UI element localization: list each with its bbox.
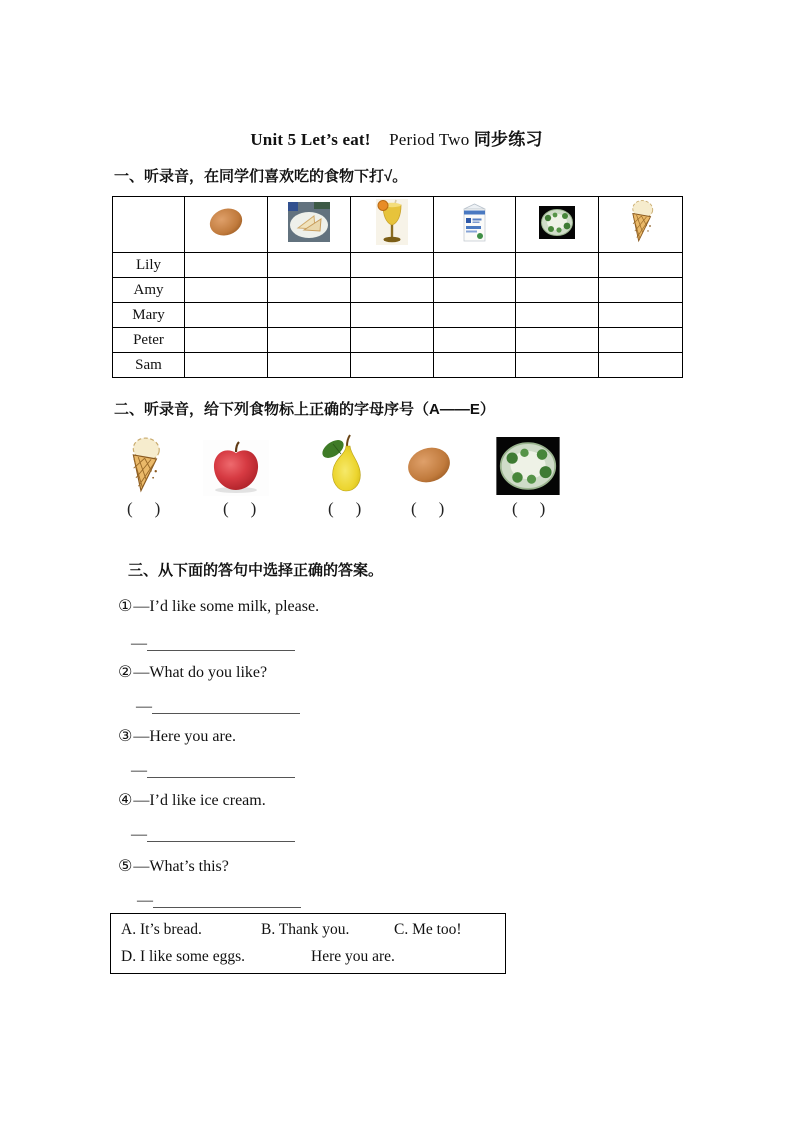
check-cell[interactable]: [351, 353, 434, 378]
check-cell[interactable]: [434, 303, 516, 328]
letter-blank[interactable]: ( ): [328, 499, 362, 518]
table-row: [113, 278, 683, 303]
food-image-ice-cream: [124, 436, 164, 496]
ice-cream-icon: [628, 199, 654, 245]
corner-cell: [113, 197, 185, 253]
food-header-milk: [434, 197, 516, 253]
option-d: D. I like some eggs.: [121, 948, 245, 965]
question-4: [118, 790, 266, 810]
egg-icon: [206, 205, 246, 239]
question-text: —What do you like?: [133, 664, 268, 681]
section3-heading: 三、从下面的答句中选择正确的答案。: [128, 562, 384, 579]
check-cell[interactable]: [351, 303, 434, 328]
question-text: —I’d like ice cream.: [133, 792, 266, 809]
vegetables-icon: [494, 437, 562, 495]
table-row: [113, 253, 683, 278]
check-cell[interactable]: [516, 253, 599, 278]
milk-icon: [461, 201, 488, 243]
check-cell[interactable]: [434, 353, 516, 378]
check-cell[interactable]: [599, 278, 683, 303]
check-cell[interactable]: [268, 278, 351, 303]
student-name-cell: Sam: [113, 353, 185, 378]
answer-blank-line[interactable]: —: [131, 760, 295, 778]
check-cell[interactable]: [185, 303, 268, 328]
check-cell[interactable]: [185, 278, 268, 303]
letter-blank[interactable]: ( ): [127, 499, 161, 518]
check-cell[interactable]: [516, 278, 599, 303]
egg-icon: [404, 442, 454, 488]
check-cell[interactable]: [516, 353, 599, 378]
vegetables-icon: [539, 206, 575, 239]
food-header-juice: [351, 197, 434, 253]
food-image-egg: [404, 442, 454, 488]
check-cell[interactable]: [351, 278, 434, 303]
check-cell[interactable]: [599, 328, 683, 353]
option-c: C. Me too!: [394, 921, 462, 938]
table-row: [113, 353, 683, 378]
letter-blank[interactable]: ( ): [411, 499, 445, 518]
check-cell[interactable]: [434, 328, 516, 353]
food-image-pear: [319, 434, 366, 496]
food-header-ice-cream: [599, 197, 683, 253]
question-number: ⑤: [118, 856, 133, 875]
title-unit: Unit 5 Let’s eat!: [250, 130, 371, 149]
question-number: ③: [118, 726, 133, 745]
question-text: —What’s this?: [133, 858, 229, 875]
question-3: [118, 726, 236, 746]
check-cell[interactable]: [268, 303, 351, 328]
question-1: [118, 596, 319, 616]
section1-heading: 一、听录音，在同学们喜欢吃的食物下打√。: [114, 168, 408, 185]
check-cell[interactable]: [185, 353, 268, 378]
food-header-bread: [268, 197, 351, 253]
check-cell[interactable]: [516, 328, 599, 353]
table-row: [113, 328, 683, 353]
check-cell[interactable]: [268, 328, 351, 353]
answer-blank-line[interactable]: —: [131, 824, 295, 842]
answer-blank-line[interactable]: —: [136, 696, 300, 714]
check-cell[interactable]: [599, 303, 683, 328]
answer-blank-line[interactable]: —: [131, 633, 295, 651]
check-cell[interactable]: [268, 253, 351, 278]
table-row: [113, 303, 683, 328]
page-title: [0, 125, 793, 150]
check-cell[interactable]: [599, 353, 683, 378]
check-cell[interactable]: [351, 328, 434, 353]
check-cell[interactable]: [185, 253, 268, 278]
check-cell[interactable]: [434, 253, 516, 278]
question-number: ②: [118, 662, 133, 681]
question-text: —Here you are.: [133, 728, 236, 745]
check-cell[interactable]: [351, 253, 434, 278]
food-header-vegetables: [516, 197, 599, 253]
letter-blank[interactable]: ( ): [512, 499, 546, 518]
check-cell[interactable]: [185, 328, 268, 353]
section1-table: [112, 196, 683, 378]
check-cell[interactable]: [516, 303, 599, 328]
question-2: [118, 662, 267, 682]
student-name-cell: Mary: [113, 303, 185, 328]
option-e: Here you are.: [311, 948, 395, 965]
pear-icon: [319, 434, 366, 496]
bread-icon: [288, 202, 330, 242]
option-b: B. Thank you.: [261, 921, 350, 938]
section2-heading: 二、听录音，给下列食物标上正确的字母序号（A——E）: [114, 401, 495, 418]
food-header-egg: [185, 197, 268, 253]
food-image-vegetables: [494, 437, 562, 495]
title-suffix: 同步练习: [473, 130, 543, 149]
check-cell[interactable]: [268, 353, 351, 378]
check-cell[interactable]: [599, 253, 683, 278]
letter-blank[interactable]: ( ): [223, 499, 257, 518]
apple-icon: [203, 440, 269, 496]
answer-blank-line[interactable]: —: [137, 890, 301, 908]
question-number: ①: [118, 596, 133, 615]
option-a: A. It’s bread.: [121, 921, 202, 938]
question-5: [118, 856, 229, 876]
student-name-cell: Peter: [113, 328, 185, 353]
food-header-row: [113, 197, 683, 253]
title-period: Period Two: [389, 130, 470, 149]
question-text: —I’d like some milk, please.: [133, 598, 320, 615]
question-number: ④: [118, 790, 133, 809]
check-cell[interactable]: [434, 278, 516, 303]
student-name-cell: Amy: [113, 278, 185, 303]
student-name-cell: Lily: [113, 253, 185, 278]
food-image-apple: [203, 440, 269, 496]
ice-cream-icon: [124, 436, 164, 496]
answer-options-box: [110, 913, 506, 974]
juice-icon: [376, 199, 408, 245]
